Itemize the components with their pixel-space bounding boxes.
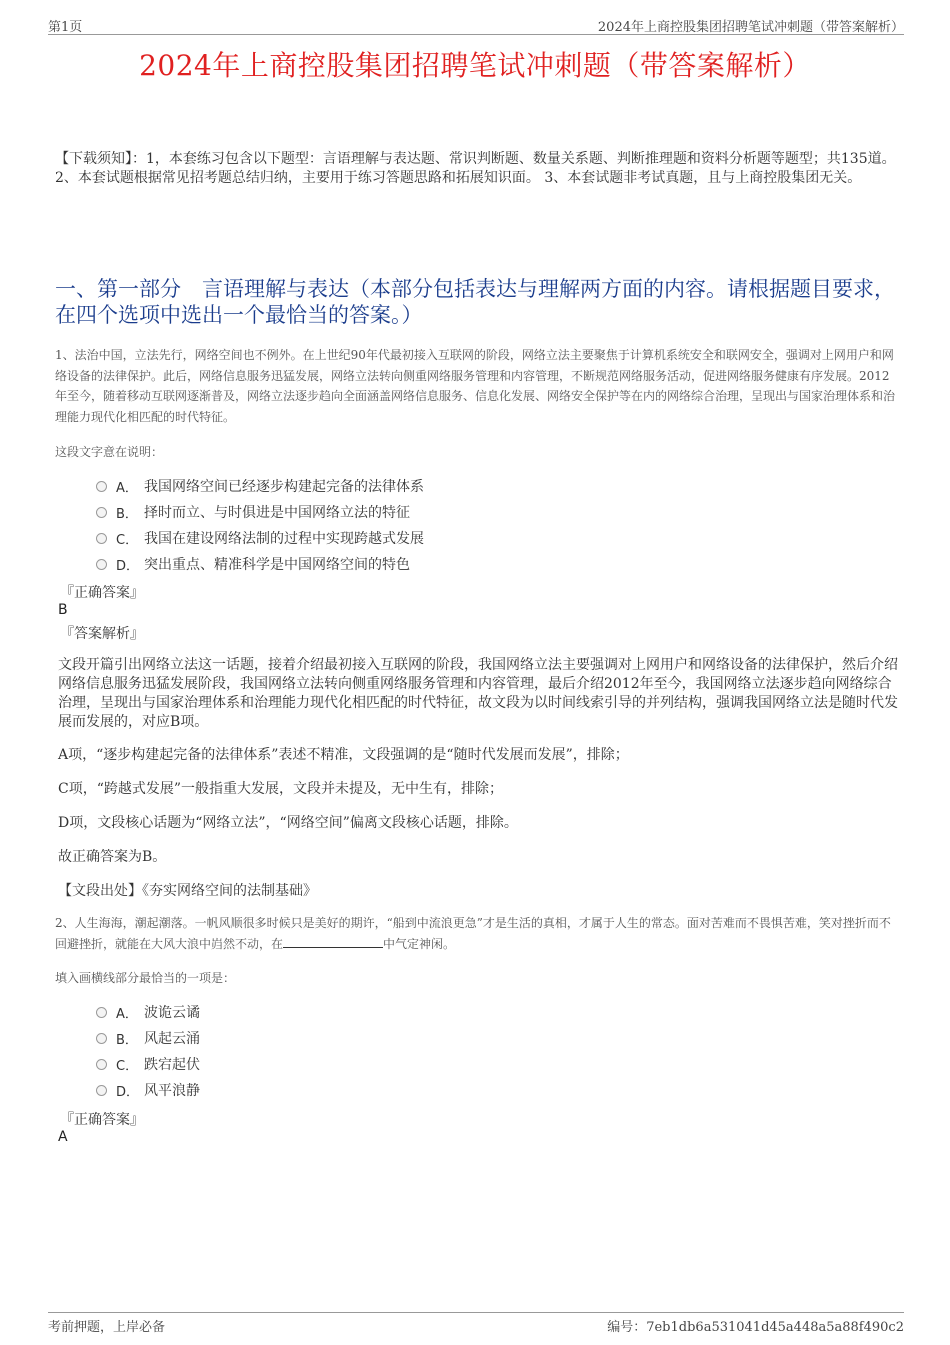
option-c[interactable] [96, 1051, 200, 1077]
option-letter: D． [116, 558, 140, 574]
conclusion: 故正确答案为B。 [58, 849, 167, 865]
option-letter: D． [116, 1084, 140, 1100]
footer-serial: 编号：7eb1db6a531041d45a448a5a88f490c2 [607, 1320, 904, 1335]
header-doc-title: 2024年上商控股集团招聘笔试冲刺题（带答案解析） [597, 20, 904, 35]
question-1-stem: 1、法治中国，立法先行，网络空间也不例外。在上世纪90年代最初接入互联网的阶段，网络立法主要聚焦于计算机系统安全和联网安全，强调对上网用户和网络设备的法律保护。此后，网络信息服务迅猛发展，网络立法转向侧重网络服务管理和内容管理，不断规范网络服务活动，促进网络服务健康有序发展。2012年至今，随着移动互联网逐渐普及，网络立法逐步趋向全面涵盖网络信息服务、信息化发展、网络安全保护等在内的网络综合治理，呈现出与国家治理体系和治理能力现代化相匹配的时代特征。 [55, 348, 896, 424]
stem-text: 中气定神闲。 [383, 936, 456, 951]
radio-button[interactable] [96, 1007, 107, 1018]
radio-button[interactable] [96, 507, 107, 518]
option-d-note: D项，文段核心话题为“网络立法”，“网络空间”偏离文段核心话题，排除。 [58, 815, 518, 831]
question-1-options [96, 473, 424, 577]
answer-label: 『正确答案』 [60, 1112, 144, 1128]
option-text: 我国网络空间已经逐步构建起完备的法律体系 [144, 479, 424, 495]
option-letter: A． [116, 480, 138, 496]
correct-answer: A [58, 1129, 68, 1145]
fill-in-blank [283, 935, 383, 948]
download-notice: 【下载须知】：1，本套练习包含以下题型：言语理解与表达题、常识判断题、数量关系题、判断推理题和资料分析题等题型；共135道。 2、本套试题根据常见招考题总结归纳，主要用于练习答题思路和拓展知识面。 3、本套试题非考试真题，且与上商控股集团无关。 [55, 151, 896, 186]
passage-source: 【文段出处】《夯实网络空间的法制基础》 [58, 883, 317, 899]
option-text: 波诡云谲 [144, 1005, 200, 1021]
option-d[interactable] [96, 551, 424, 577]
question-2-prompt: 填入画横线部分最恰当的一项是： [55, 971, 236, 985]
option-text: 风平浪静 [144, 1083, 200, 1099]
option-text: 突出重点、精准科学是中国网络空间的特色 [144, 557, 410, 573]
section-heading: 一、第一部分 言语理解与表达（本部分包括表达与理解两方面的内容。请根据题目要求，在四个选项中选出一个最恰当的答案。） [55, 277, 895, 327]
option-letter: C． [116, 1058, 139, 1074]
option-letter: C． [116, 532, 139, 548]
option-a-note: A项，“逐步构建起完备的法律体系”表述不精准，文段强调的是“随时代发展而发展”，排除； [58, 747, 629, 763]
stem-text: 2、人生海海，潮起潮落。一帆风顺很多时候只是美好的期许，“船到中流浪更急”才是生活的真相，才属于人生的常态。面对苦难而不畏惧苦难，笑对挫折而不回避挫折，就能在大风大浪中岿然不动，在 [55, 916, 891, 951]
correct-answer: B [58, 602, 68, 618]
radio-button[interactable] [96, 1059, 107, 1070]
page-title: 2024年上商控股集团招聘笔试冲刺题（带答案解析） [139, 49, 811, 82]
page-header [48, 14, 904, 35]
question-1-prompt: 这段文字意在说明： [55, 445, 164, 459]
option-letter: B． [116, 1032, 138, 1048]
option-d[interactable] [96, 1077, 200, 1103]
radio-button[interactable] [96, 1033, 107, 1044]
option-b[interactable] [96, 499, 424, 525]
option-letter: A． [116, 1006, 138, 1022]
option-c-note: C项，“跨越式发展”一般指重大发展，文段并未提及，无中生有，排除； [58, 781, 504, 797]
option-text: 风起云涌 [144, 1031, 200, 1047]
answer-label: 『正确答案』 [60, 585, 144, 601]
answer-analysis: 文段开篇引出网络立法这一话题，接着介绍最初接入互联网的阶段，我国网络立法主要强调对上网用户和网络设备的法律保护，然后介绍网络信息服务迅猛发展阶段，我国网络立法转向侧重网络服务管理和内容管理，最后介绍2012年至今，我国网络立法逐步趋向网络综合治理，呈现出与国家治理体系和治理能力现代化相匹配的时代特征，故文段为以时间线索引导的并列结构，强调我国网络立法是随时代发展而发展的，对应B项。 [58, 657, 898, 730]
radio-button[interactable] [96, 559, 107, 570]
radio-button[interactable] [96, 1085, 107, 1096]
option-a[interactable] [96, 473, 424, 499]
radio-button[interactable] [96, 533, 107, 544]
question-2-options [96, 999, 200, 1103]
option-letter: B． [116, 506, 138, 522]
option-text: 择时而立、与时俱进是中国网络立法的特征 [144, 505, 410, 521]
option-a[interactable] [96, 999, 200, 1025]
option-b[interactable] [96, 1025, 200, 1051]
option-text: 我国在建设网络法制的过程中实现跨越式发展 [144, 531, 424, 547]
footer-slogan: 考前押题，上岸必备 [48, 1320, 166, 1335]
option-text: 跌宕起伏 [144, 1057, 200, 1073]
analysis-label: 『答案解析』 [60, 626, 144, 642]
radio-button[interactable] [96, 481, 107, 492]
question-2-stem [55, 913, 900, 954]
page-footer [48, 1312, 904, 1333]
option-c[interactable] [96, 525, 424, 551]
page-number: 第1页 [48, 20, 83, 35]
